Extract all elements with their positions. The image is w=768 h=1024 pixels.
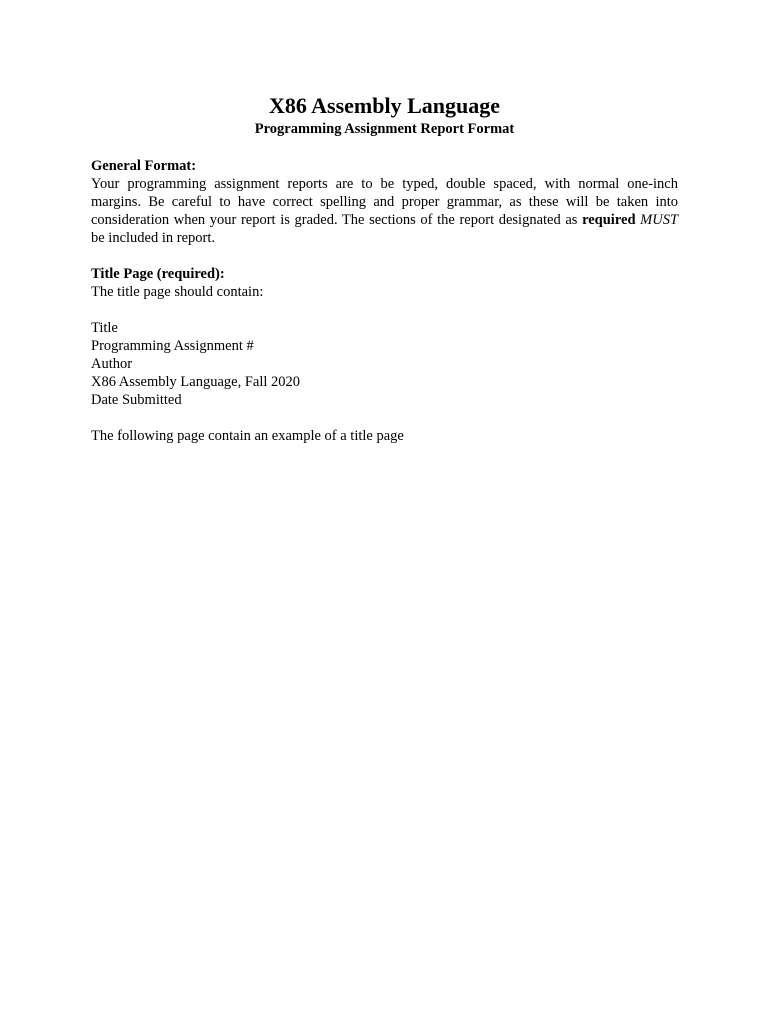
must-emphasis: MUST (640, 212, 679, 228)
general-format-paragraph (91, 175, 678, 247)
document-title: X86 Assembly Language (268, 93, 501, 118)
title-page-items-list (91, 319, 678, 409)
title-page-item: X86 Assembly Language, Fall 2020 (91, 374, 301, 390)
title-page-item: Title (91, 320, 118, 336)
title-page-heading: Title Page (required): (91, 266, 225, 282)
general-format-text: Your programming assignment reports are to be typed, double spaced, with normal one-inch margins. Be careful to have correct spelling and proper grammar, as these will be taken into consideration when your report is graded. The sections of the report designated as (91, 176, 678, 228)
title-page-intro: The title page should contain: (91, 284, 264, 300)
required-emphasis: required (582, 212, 636, 228)
title-page-item: Programming Assignment # (91, 338, 254, 354)
title-page-closing-note: The following page contain an example of a title page (91, 428, 404, 444)
title-page-item: Author (91, 356, 133, 372)
document-subtitle: Programming Assignment Report Format (254, 121, 515, 137)
general-format-ending: be included in report. (91, 230, 216, 246)
title-page-item: Date Submitted (91, 392, 182, 408)
document-body (91, 92, 678, 445)
general-format-heading: General Format: (91, 158, 197, 174)
